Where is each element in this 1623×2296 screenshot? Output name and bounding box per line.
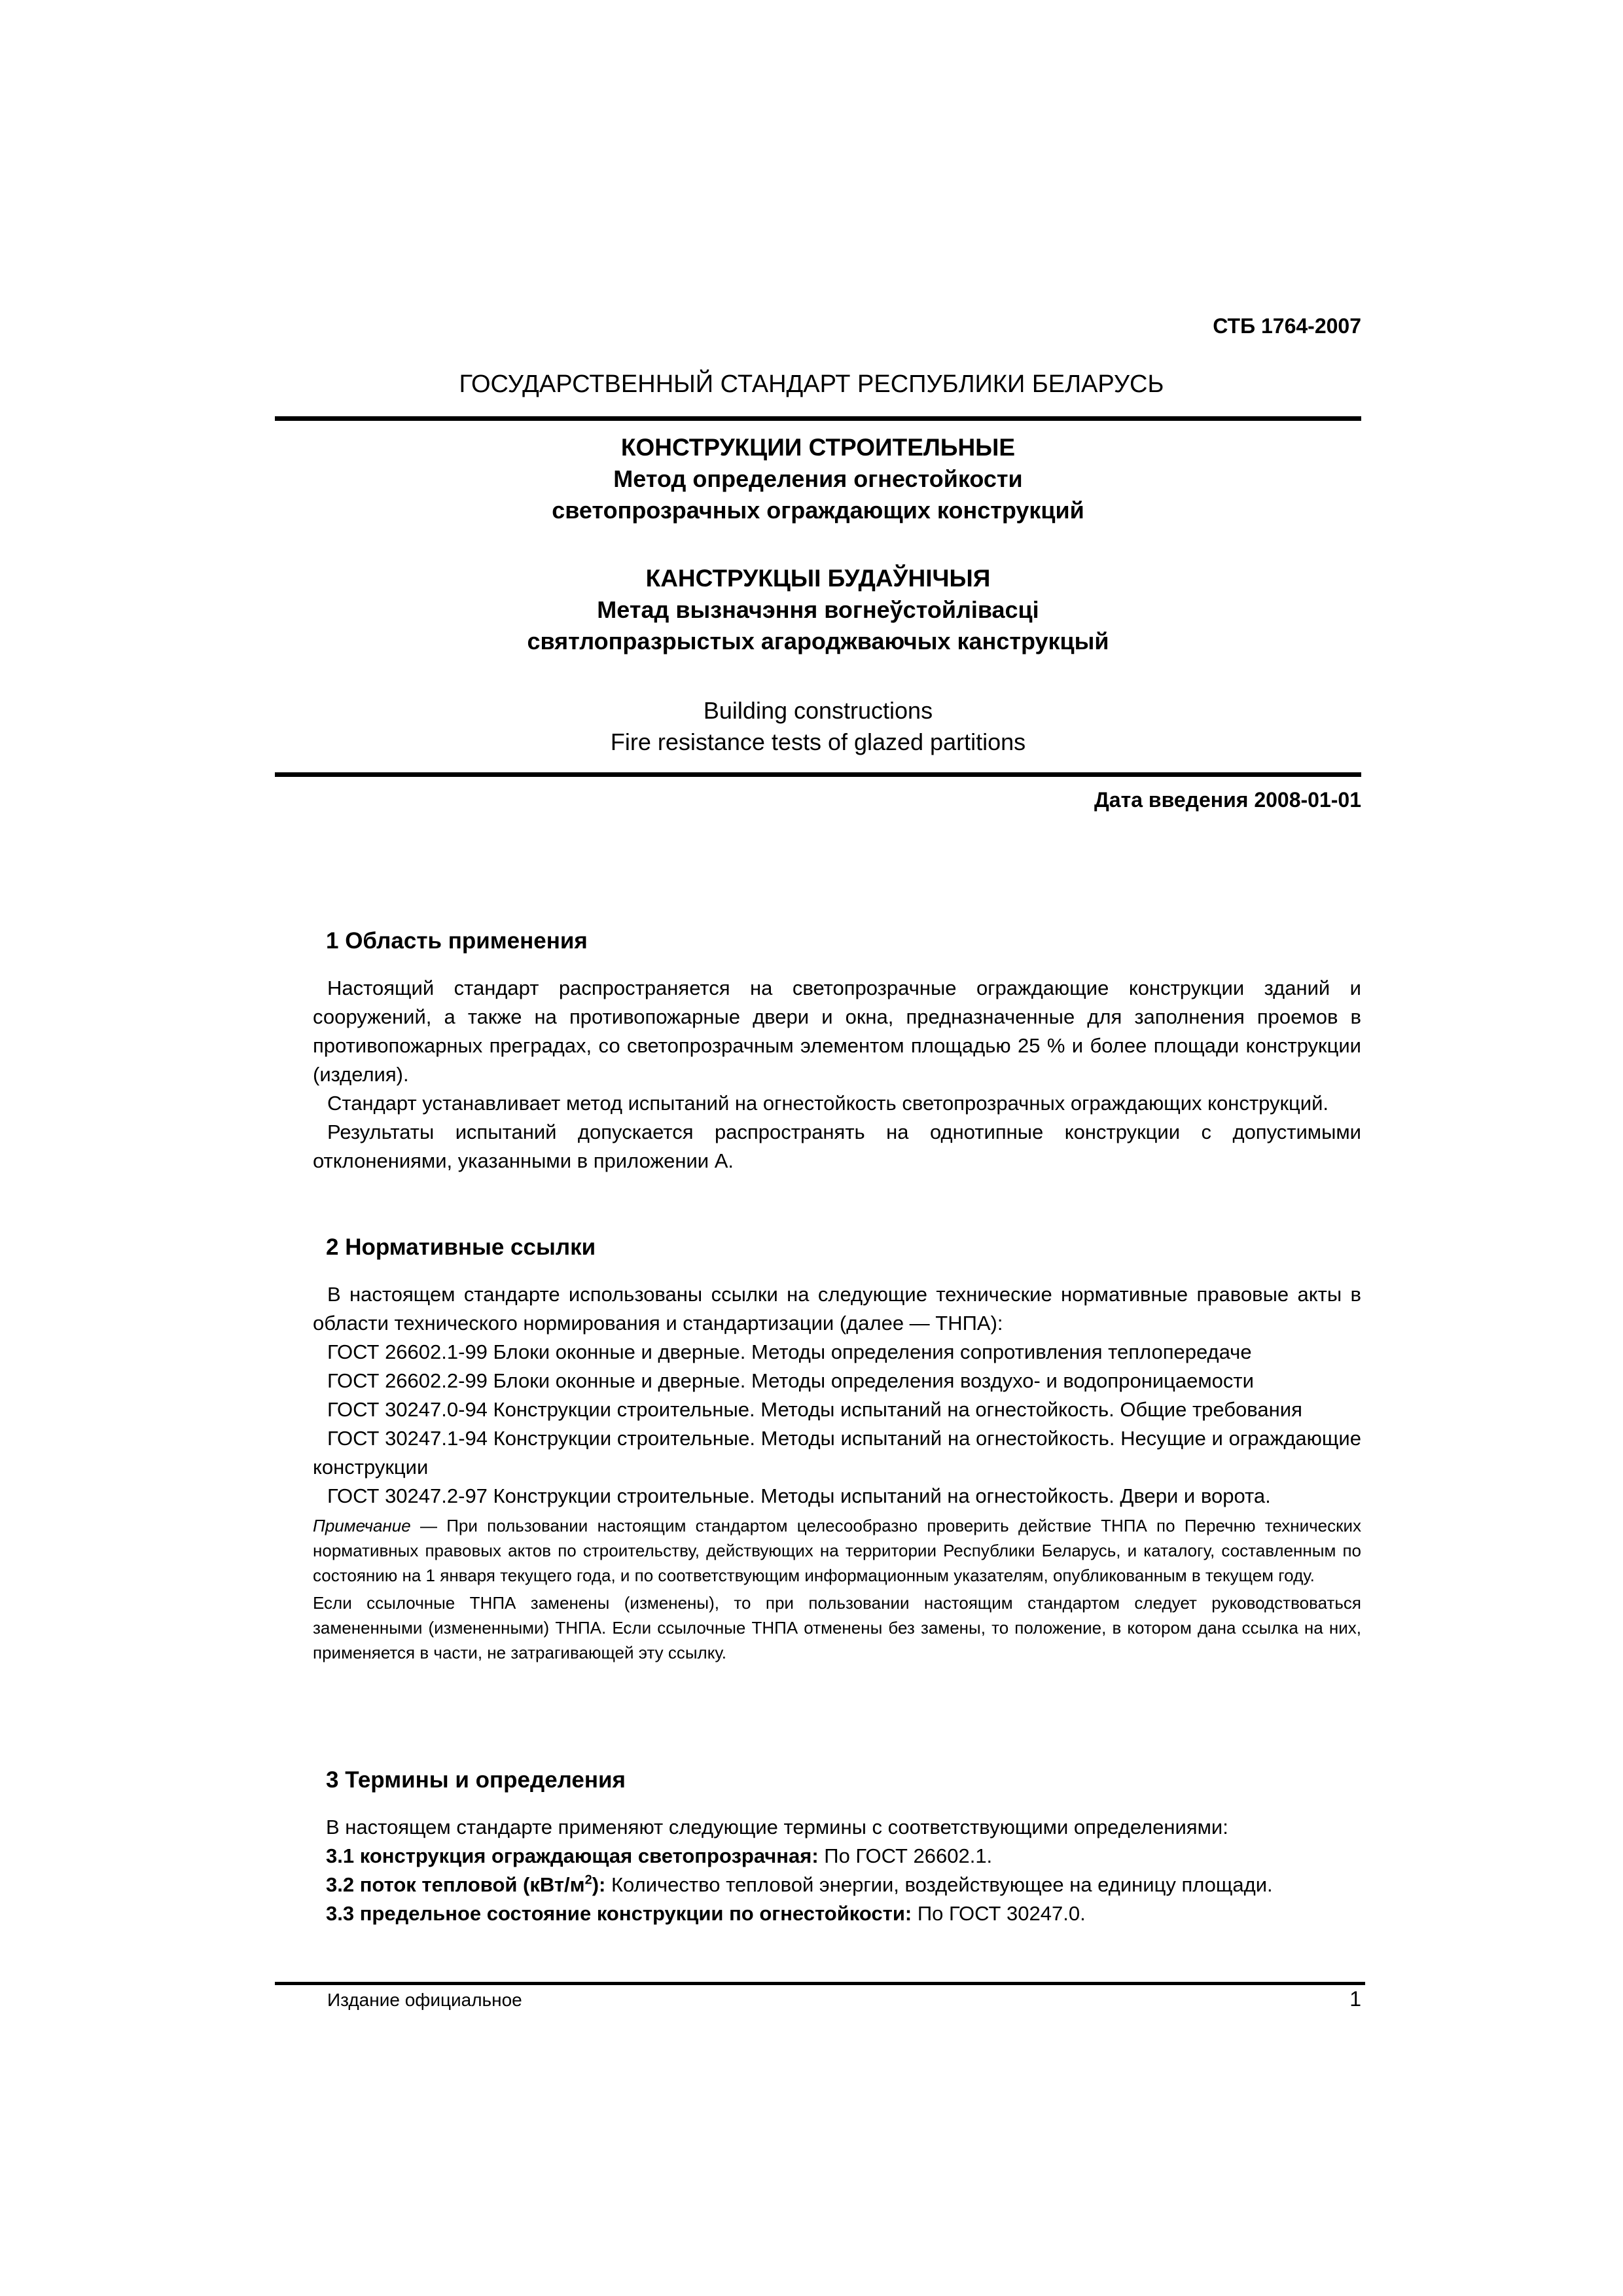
title-by-line2: святлопразрыстых агароджваючых канструкцый <box>527 628 1109 655</box>
top-rule <box>275 416 1361 421</box>
footer-rule <box>275 1982 1365 1985</box>
section-3-body <box>313 1813 1361 1928</box>
reference-item: ГОСТ 30247.1-94 Конструкции строительные. Методы испытаний на огнестойкость. Несущие и ограждающие конструкции <box>313 1427 1361 1479</box>
title-ru <box>275 432 1361 526</box>
title-by-line1: Метад вызначэння вогнеўстойлівасці <box>597 596 1039 623</box>
section-1-heading: 1 Область применения <box>326 928 588 954</box>
reference-item: ГОСТ 26602.2-99 Блоки оконные и дверные. Методы определения воздухо- и водопроницаемости <box>327 1369 1254 1392</box>
note-continued: Если ссылочные ТНПА заменены (изменены), то при пользовании настоящим стандартом следует руководствоваться замененными (измененными) ТНПА. Если ссылочные ТНПА отменены без замены, то положение, в котором дана ссылка на них, применяется в части, не затрагивающей эту ссылку. <box>313 1593 1361 1662</box>
section-1-paragraph: Настоящий стандарт распространяется на светопрозрачные ограждающие конструкции зданий и сооружений, а также на противопожарные двери и окна, предназначенные для заполнения проемов в противопожарных преградах, со светопрозрачным элементом площадью 25 % и более площади конструкции (изделия). <box>313 977 1361 1086</box>
note-label: Примечание <box>313 1516 411 1535</box>
bottom-title-rule <box>275 772 1361 777</box>
title-ru-main: КОНСТРУКЦИИ СТРОИТЕЛЬНЫЕ <box>620 434 1016 461</box>
section-1-paragraph: Стандарт устанавливает метод испытаний на огнестойкость светопрозрачных ограждающих конструкций. <box>327 1092 1329 1115</box>
term-3-3 <box>313 1899 1361 1928</box>
document-code: СТБ 1764-2007 <box>1213 314 1361 338</box>
note-text: — При пользовании настоящим стандартом целесообразно проверить действие ТНПА по Перечню технических нормативных правовых актов по строительству, действующих на территории Республики Беларусь, и каталогу, составленным по состоянию на 1 января текущего года, и по соответствующим информационным указателям, опубликованным в текущем году. <box>313 1516 1361 1585</box>
intro-date: Дата введения 2008-01-01 <box>1094 788 1361 812</box>
reference-item: ГОСТ 30247.2-97 Конструкции строительные. Методы испытаний на огнестойкость. Двери и ворота. <box>327 1484 1271 1507</box>
term-3-1 <box>313 1842 1361 1871</box>
term-3-2-name-end: ): <box>592 1873 606 1896</box>
state-standard-heading: ГОСУДАРСТВЕННЫЙ СТАНДАРТ РЕСПУБЛИКИ БЕЛАРУСЬ <box>459 370 1164 398</box>
term-3-2-definition: Количество тепловой энергии, воздействующее на единицу площади. <box>605 1873 1273 1896</box>
title-ru-line2: светопрозрачных ограждающих конструкций <box>552 497 1084 524</box>
reference-item: ГОСТ 30247.0-94 Конструкции строительные. Методы испытаний на огнестойкость. Общие требования <box>327 1398 1302 1421</box>
term-3-3-definition: По ГОСТ 30247.0. <box>912 1902 1086 1925</box>
section-2-paragraph: В настоящем стандарте использованы ссылки на следующие технические нормативные правовые акты в области технического нормирования и стандартизации (далее — ТНПА): <box>313 1283 1361 1335</box>
section-3-intro: В настоящем стандарте применяют следующие термины с соответствующими определениями: <box>326 1816 1228 1839</box>
term-3-2-name-text: 3.2 поток тепловой (кВт/м <box>326 1873 585 1896</box>
title-by-main: КАНСТРУКЦЫІ БУДАЎНІЧЫЯ <box>645 565 991 592</box>
title-en <box>275 695 1361 758</box>
term-3-3-name: 3.3 предельное состояние конструкции по огнестойкости: <box>326 1902 912 1925</box>
term-3-2-superscript: 2 <box>584 1873 592 1888</box>
term-3-2 <box>313 1871 1361 1899</box>
term-3-1-name: 3.1 конструкция ограждающая светопрозрачная: <box>326 1844 819 1867</box>
title-en-line2: Fire resistance tests of glazed partitions <box>610 728 1026 755</box>
section-3-heading: 3 Термины и определения <box>326 1767 626 1793</box>
page-number: 1 <box>1349 1987 1361 2011</box>
section-1-body <box>313 974 1361 1175</box>
section-1-paragraph: Результаты испытаний допускается распространять на однотипные конструкции с допустимыми отклонениями, указанными в приложении А. <box>313 1121 1361 1172</box>
title-by <box>275 563 1361 657</box>
term-3-1-definition: По ГОСТ 26602.1. <box>818 1844 993 1867</box>
title-en-line1: Building constructions <box>703 697 933 724</box>
term-3-2-name <box>326 1873 605 1896</box>
edition-label: Издание официальное <box>327 1990 522 2010</box>
section-2-body <box>313 1280 1361 1665</box>
reference-item: ГОСТ 26602.1-99 Блоки оконные и дверные. Методы определения сопротивления теплопередаче <box>327 1340 1252 1363</box>
note <box>313 1513 1361 1588</box>
section-2-heading: 2 Нормативные ссылки <box>326 1234 596 1260</box>
title-ru-line1: Метод определения огнестойкости <box>613 465 1023 492</box>
